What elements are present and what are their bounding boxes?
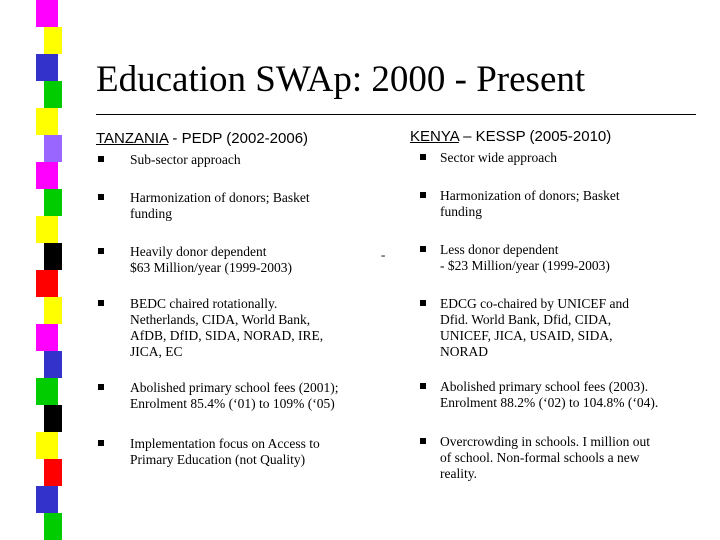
stripe-segment	[44, 135, 62, 162]
stripe-segment	[36, 216, 58, 243]
bullet-text: EDCG co-chaired by UNICEF and Dfid. World Bank, Dfid, CIDA, UNICEF, JICA, USAID, SIDA, NORAD	[440, 296, 629, 359]
stripe-segment	[44, 189, 62, 216]
stripe-segment	[36, 54, 58, 81]
tanzania-heading	[96, 130, 308, 147]
decorative-color-stripe	[0, 0, 64, 540]
stripe-segment	[36, 108, 58, 135]
square-bullet-icon	[420, 383, 426, 389]
stripe-segment	[44, 81, 62, 108]
bullet-text: Sub-sector approach	[130, 152, 241, 167]
stripe-segment	[44, 513, 62, 540]
stripe-segment	[36, 324, 58, 351]
bullet-text: Implementation focus on Access to Primary Education (not Quality)	[130, 436, 320, 467]
stripe-segment	[44, 351, 62, 378]
kenya-program-label: – KESSP (2005-2010)	[458, 128, 612, 145]
bullet-text: Sector wide approach	[440, 150, 557, 165]
square-bullet-icon	[98, 194, 104, 200]
square-bullet-icon	[420, 192, 426, 198]
slide-title: Education SWAp: 2000 - Present	[96, 59, 586, 100]
bullet-text: BEDC chaired rotationally. Netherlands, CIDA, World Bank, AfDB, DfID, SIDA, NORAD, IRE, JICA, EC	[130, 296, 324, 359]
square-bullet-icon	[420, 246, 426, 252]
stripe-segment	[44, 243, 62, 270]
square-bullet-icon	[98, 248, 104, 254]
stripe-segment	[36, 378, 58, 405]
stray-dash: -	[381, 247, 386, 262]
title-underline	[96, 114, 696, 115]
kenya-country-label: KENYA	[410, 128, 459, 145]
bullet-text: Heavily donor dependent $63 Million/year (1999-2003)	[130, 244, 292, 275]
kenya-heading	[410, 128, 611, 145]
square-bullet-icon	[98, 156, 104, 162]
bullet-text: Abolished primary school fees (2003). Enrolment 88.2% (‘02) to 104.8% (‘04).	[440, 379, 659, 410]
square-bullet-icon	[98, 440, 104, 446]
stripe-segment	[44, 27, 62, 54]
stripe-segment	[36, 432, 58, 459]
bullet-text: Harmonization of donors; Basket funding	[130, 190, 310, 221]
bullet-text: Less donor dependent - $23 Million/year (1999-2003)	[440, 242, 610, 273]
stripe-segment	[36, 486, 58, 513]
bullet-text: Abolished primary school fees (2001); Enrolment 85.4% (‘01) to 109% (‘05)	[130, 380, 339, 411]
square-bullet-icon	[420, 154, 426, 160]
square-bullet-icon	[98, 384, 104, 390]
bullet-text: Overcrowding in schools. I million out of school. Non-formal schools a new reality.	[440, 434, 650, 481]
tanzania-country-label: TANZANIA	[96, 130, 169, 147]
stripe-segment	[44, 459, 62, 486]
stripe-segment	[44, 405, 62, 432]
stripe-segment	[36, 162, 58, 189]
stripe-segment	[44, 297, 62, 324]
tanzania-program-label: - PEDP (2002-2006)	[168, 130, 309, 147]
bullet-text: Harmonization of donors; Basket funding	[440, 188, 620, 219]
square-bullet-icon	[420, 300, 426, 306]
stripe-segment	[36, 270, 58, 297]
square-bullet-icon	[420, 438, 426, 444]
square-bullet-icon	[98, 300, 104, 306]
stripe-segment	[36, 0, 58, 27]
